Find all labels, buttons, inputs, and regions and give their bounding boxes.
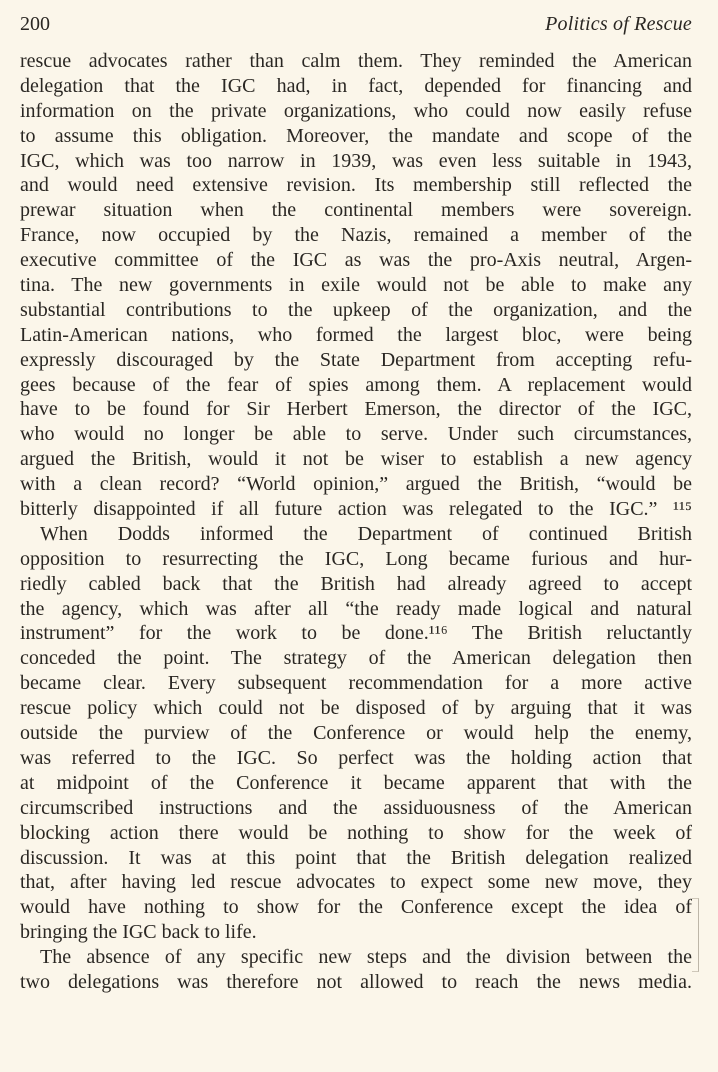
text-line: tina. The new governments in exile would not be able to make any <box>20 274 692 297</box>
text-line: would have nothing to show for the Conference except the idea of <box>20 896 692 919</box>
page-number: 200 <box>20 13 50 35</box>
text-line: two delegations was therefore not allowed to reach the news media. <box>20 970 692 993</box>
text-line: became clear. Every subsequent recommendation for a more active <box>20 672 692 695</box>
text-line: with a clean record? “World opinion,” argued the British, “would be <box>20 473 692 496</box>
text-line: rescue policy which could not be disposed of by arguing that it was <box>20 697 692 720</box>
text-line: Latin-American nations, who formed the largest bloc, were being <box>20 323 692 346</box>
text-line: argued the British, would it not be wiser to establish a new agency <box>20 448 692 471</box>
text-line: executive committee of the IGC as was the pro-Axis neutral, Argen- <box>20 249 692 272</box>
text-line: IGC, which was too narrow in 1939, was even less suitable in 1943, <box>20 149 692 172</box>
text-line: France, now occupied by the Nazis, remained a member of the <box>20 224 692 247</box>
text-line: discussion. It was at this point that the British delegation realized <box>20 846 692 869</box>
text-line: bitterly disappointed if all future action was relegated to the IGC.” ¹¹⁵ <box>20 498 692 521</box>
text-line: to assume this obligation. Moreover, the mandate and scope of the <box>20 124 692 147</box>
running-head: Politics of Rescue <box>545 13 692 35</box>
text-line: blocking action there would be nothing to show for the week of <box>20 821 692 844</box>
text-line: the agency, which was after all “the ready made logical and natural <box>20 597 692 620</box>
margin-bracket-mark <box>692 898 699 972</box>
text-line: that, after having led rescue advocates to expect some new move, they <box>20 871 692 894</box>
text-line: instrument” for the work to be done.¹¹⁶ The British reluctantly <box>20 622 692 645</box>
body-text <box>20 49 692 995</box>
text-line: substantial contributions to the upkeep of the organization, and the <box>20 298 692 321</box>
text-line: and would need extensive revision. Its membership still reflected the <box>20 174 692 197</box>
text-line: who would no longer be able to serve. Under such circumstances, <box>20 423 692 446</box>
text-line: When Dodds informed the Department of continued British <box>40 522 692 545</box>
text-line: delegation that the IGC had, in fact, depended for financing and <box>20 74 692 97</box>
page-header <box>20 12 692 40</box>
text-line: information on the private organizations, who could now easily refuse <box>20 99 692 122</box>
text-line: The absence of any specific new steps and the division between the <box>40 946 692 969</box>
text-line: outside the purview of the Conference or would help the enemy, <box>20 722 692 745</box>
text-line: bringing the IGC back to life. <box>20 921 257 944</box>
text-line: riedly cabled back that the British had already agreed to accept <box>20 572 692 595</box>
text-line: rescue advocates rather than calm them. They reminded the American <box>20 50 692 72</box>
text-line: circumscribed instructions and the assiduousness of the American <box>20 796 692 819</box>
text-line: prewar situation when the continental members were sovereign. <box>20 199 692 222</box>
text-line: gees because of the fear of spies among them. A replacement would <box>20 373 692 396</box>
text-line: at midpoint of the Conference it became apparent that with the <box>20 771 692 794</box>
text-line: opposition to resurrecting the IGC, Long became furious and hur- <box>20 547 692 570</box>
text-line: have to be found for Sir Herbert Emerson, the director of the IGC, <box>20 398 692 421</box>
text-line: expressly discouraged by the State Department from accepting refu- <box>20 348 692 371</box>
text-line: conceded the point. The strategy of the American delegation then <box>20 647 692 670</box>
text-line: was referred to the IGC. So perfect was the holding action that <box>20 746 692 769</box>
